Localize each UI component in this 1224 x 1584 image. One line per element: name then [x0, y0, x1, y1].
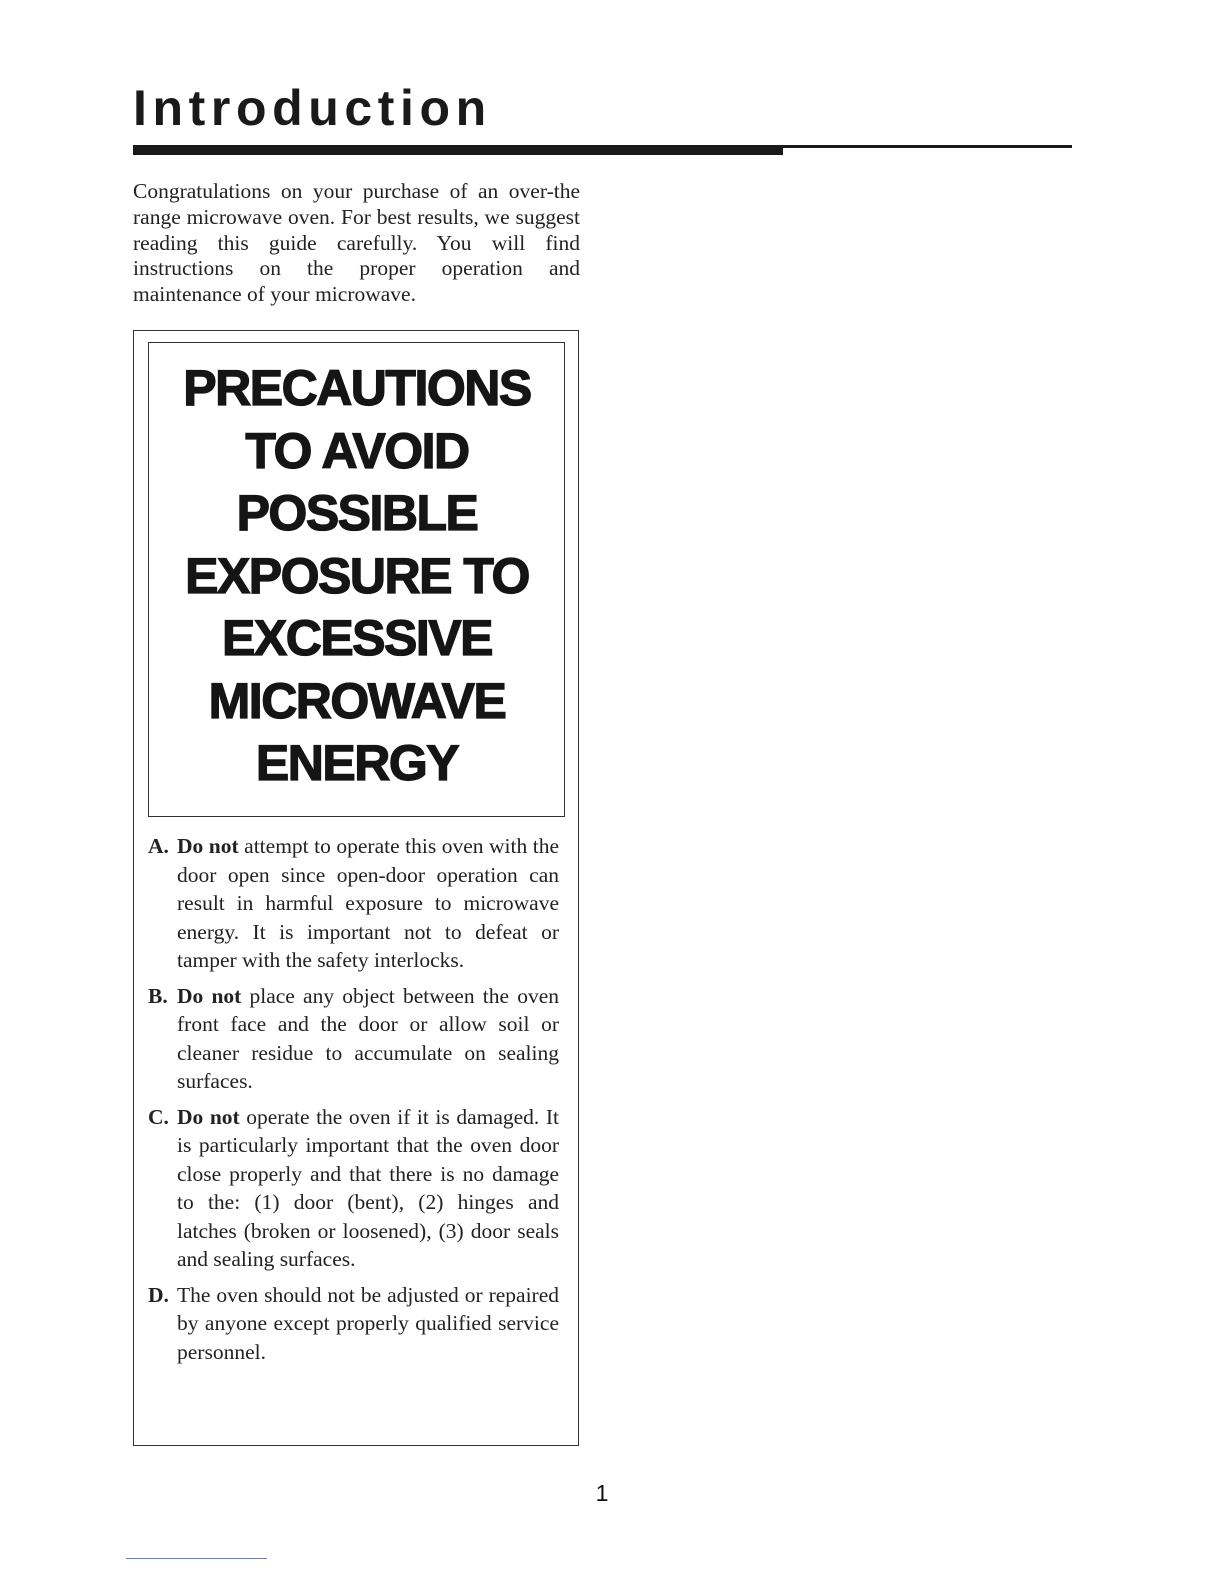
precautions-heading: [150, 357, 564, 795]
item-letter: A.: [148, 834, 169, 858]
item-lead: Do not: [177, 1104, 240, 1129]
item-letter: B.: [148, 983, 168, 1008]
item-text: [177, 1281, 559, 1367]
precautions-heading-line: TO AVOID: [245, 422, 469, 479]
precautions-heading-line: EXCESSIVE: [222, 610, 492, 666]
precautions-heading-line: MICROWAVE: [208, 672, 506, 729]
item-body: attempt to operate this oven with the door open since open-door operation can result in harmful exposure to microwave energy. It is important not to defeat or tamper with the safety interlocks.: [177, 834, 559, 972]
intro-paragraph: Congratulations on your purchase of an over-the range microwave oven. For best results, we suggest reading this guide carefully. You will find instructions on the proper operation and maintenance of your microwave.: [133, 179, 580, 307]
precautions-heading-line: ENERGY: [255, 735, 459, 791]
precaution-item-a: [148, 832, 559, 975]
footer-link-underline: [126, 1558, 267, 1559]
item-body: The oven should not be adjusted or repaired by anyone except properly qualified service personnel.: [177, 1282, 559, 1364]
precautions-list: [148, 832, 559, 1373]
page-title: Introduction: [133, 80, 492, 136]
precaution-item-b: [148, 982, 559, 1096]
item-body: place any object between the oven front face and the door or allow soil or cleaner residue to accumulate on sealing surfaces.: [177, 983, 559, 1093]
precaution-item-c: [148, 1103, 559, 1274]
precautions-heading-line: POSSIBLE: [236, 485, 478, 541]
item-text: [177, 1103, 559, 1274]
title-rule-thin: [783, 145, 1072, 148]
item-lead: Do not: [177, 983, 242, 1008]
item-letter: C.: [148, 1104, 169, 1129]
item-lead: Do not: [177, 834, 239, 858]
precautions-heading-line: PRECAUTIONS: [183, 360, 531, 416]
title-rule-thick: [133, 145, 783, 155]
item-body: operate the oven if it is damaged. It is particularly important that the oven door close properly and that there is no damage to the: (1) door (bent), (2) hinges and latches (broken or loosened), (3) door seals and sealing surfaces.: [177, 1104, 559, 1271]
precautions-heading-line: EXPOSURE TO: [185, 547, 529, 604]
item-text: [177, 832, 559, 975]
item-text: [177, 982, 559, 1096]
page-number: 1: [595, 1480, 609, 1506]
item-letter: D.: [148, 1282, 169, 1307]
precaution-item-d: [148, 1281, 559, 1367]
